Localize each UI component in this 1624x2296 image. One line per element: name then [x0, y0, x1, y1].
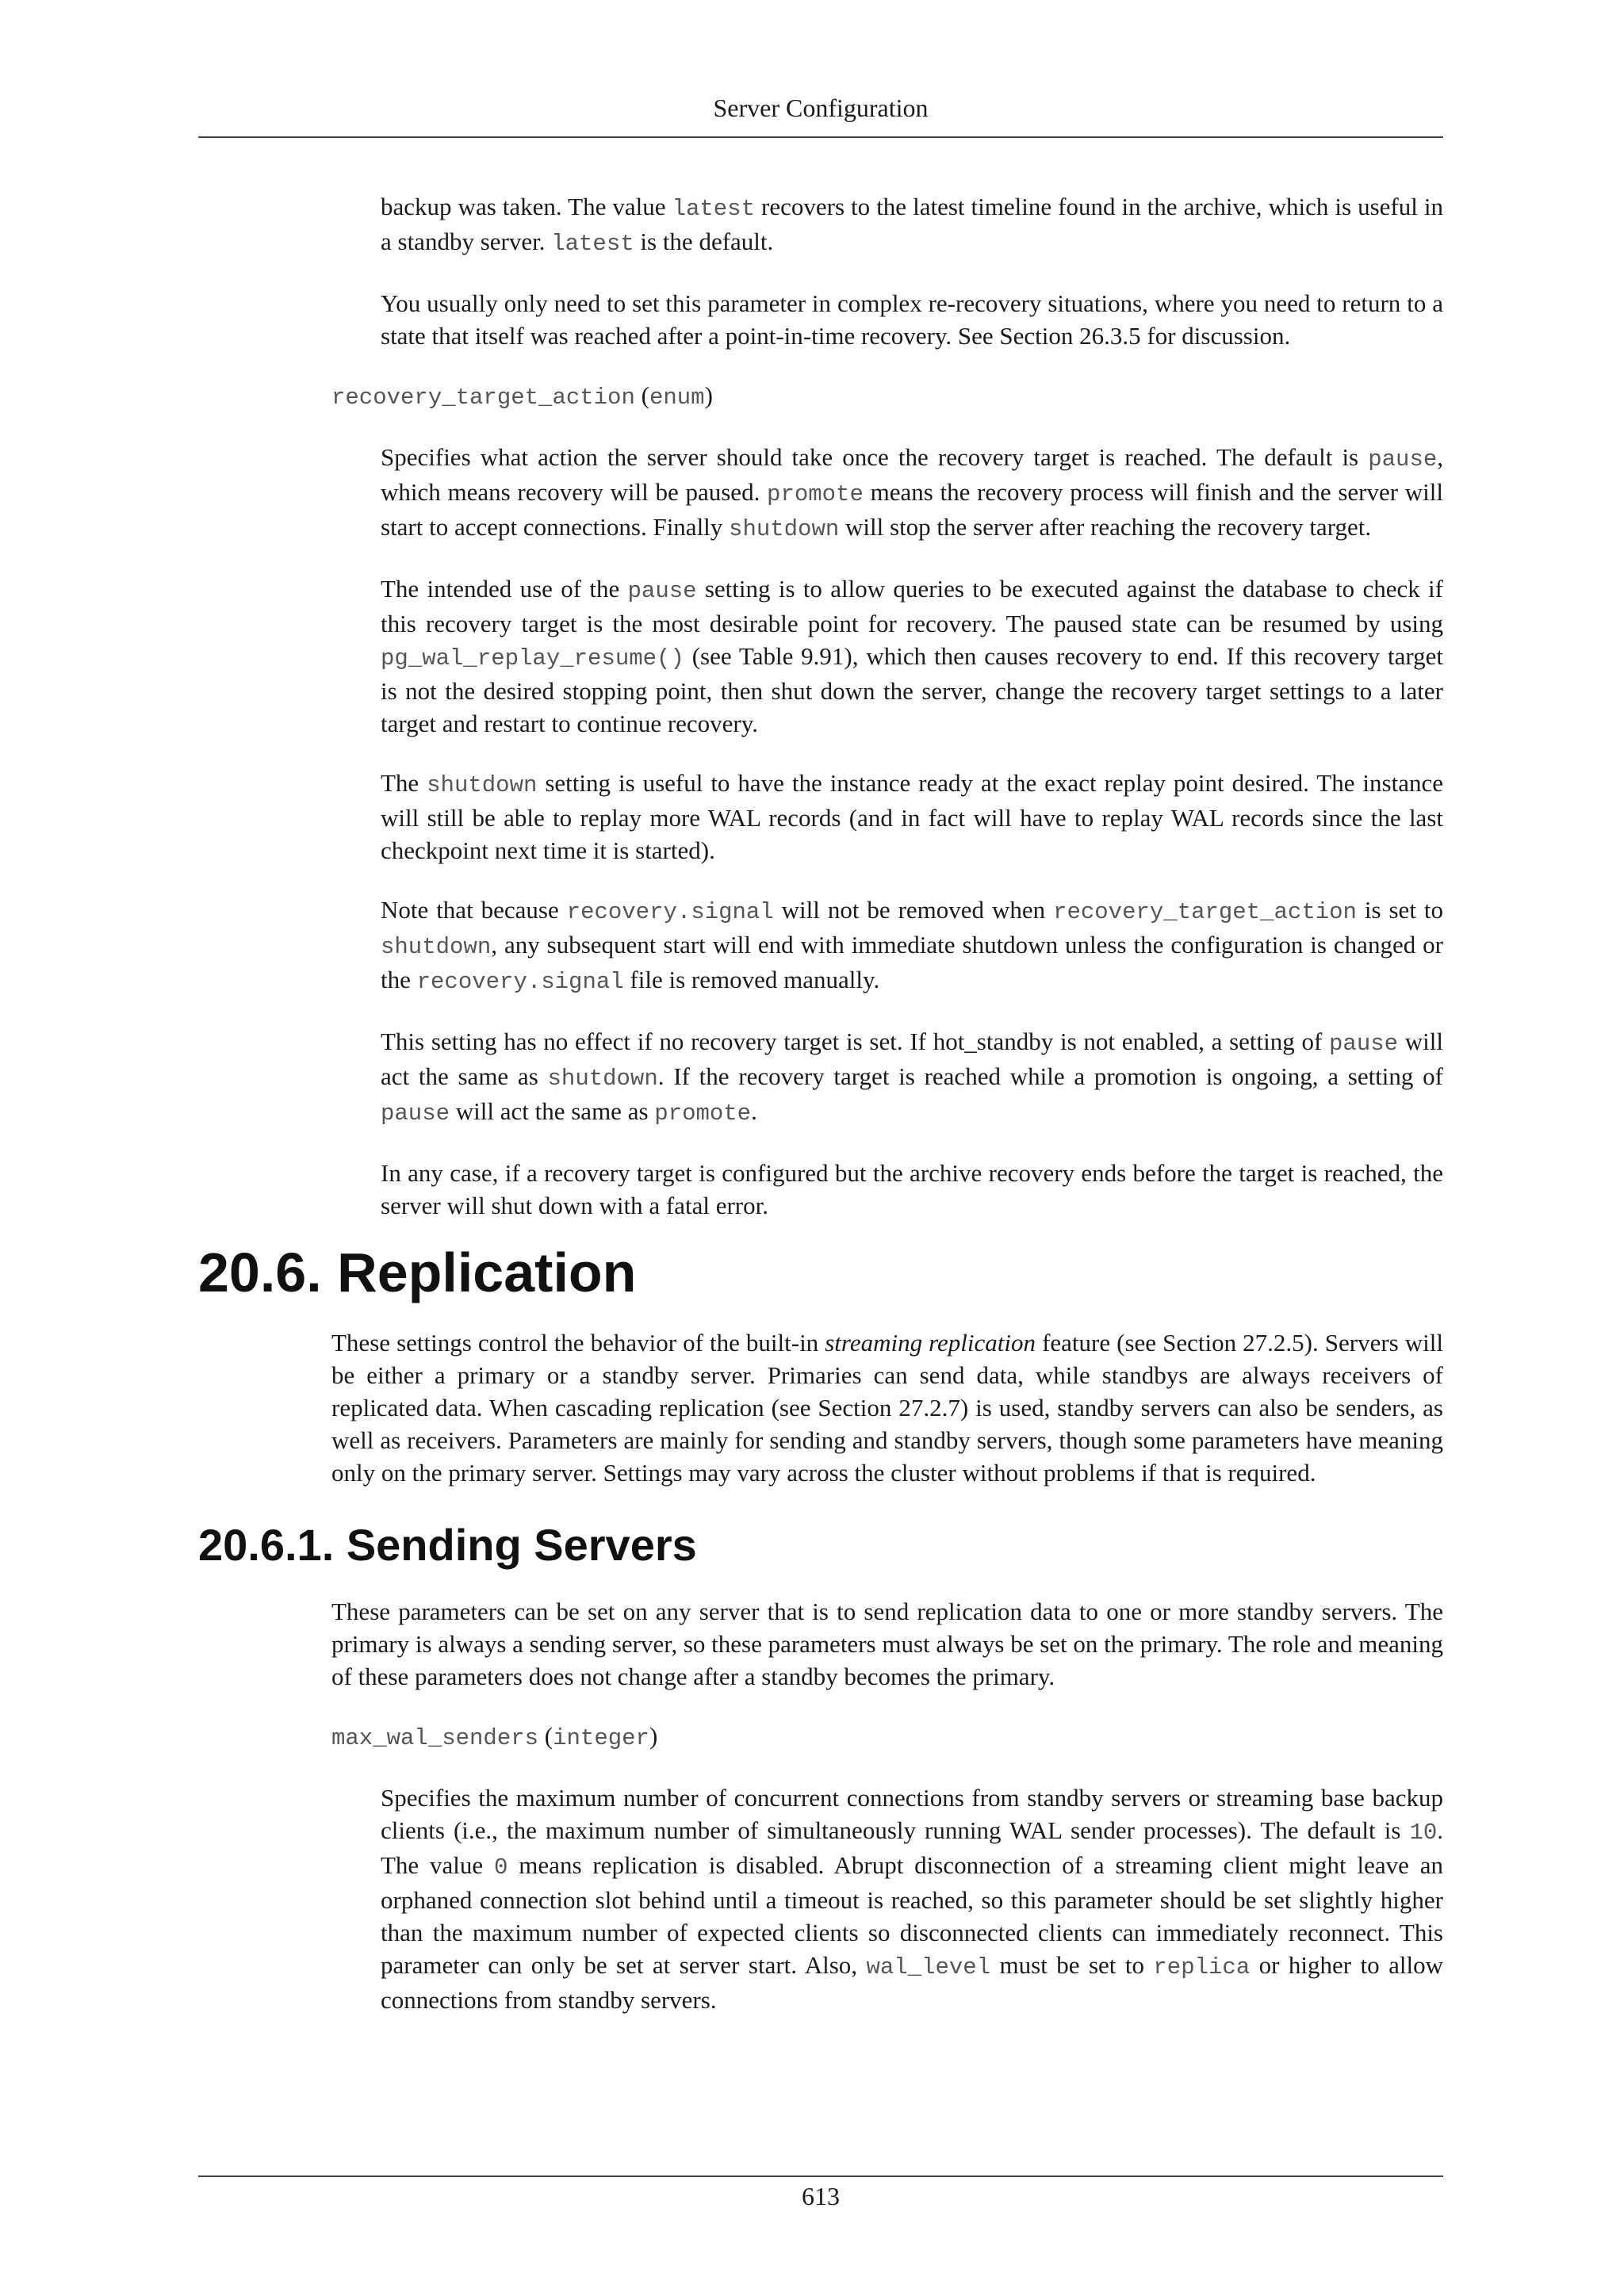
footer-rule — [198, 2175, 1443, 2177]
text: , any subsequent start will end with immediate shutdown unless the configuration is changed or the — [381, 931, 1443, 993]
paragraph-no-effect — [381, 1025, 1443, 1130]
code-recovery-signal: recovery.signal — [566, 899, 774, 925]
text: will act the same as — [381, 1027, 1443, 1090]
paragraph-timeline-default — [381, 190, 1443, 260]
paragraph-shutdown-setting — [381, 767, 1443, 867]
term-type: integer — [553, 1725, 649, 1751]
code-shutdown: shutdown — [427, 772, 538, 798]
text: means the recovery process will finish and the server will start to accept connections. Finally — [381, 478, 1443, 541]
text: The — [381, 769, 427, 797]
text: is the default. — [634, 228, 774, 255]
text: Specifies the maximum number of concurrent connections from standby servers or streaming base backup clients (i.e., the maximum number of simultaneously running WAL sender processes). The default is — [381, 1784, 1443, 1844]
code-latest: latest — [672, 196, 755, 222]
text: . — [751, 1097, 757, 1125]
code-pause: pause — [1368, 446, 1438, 473]
code-pause: pause — [1329, 1031, 1399, 1057]
header-rule — [198, 136, 1443, 138]
paragraph-sending-intro: These parameters can be set on any server that is to send replication data to one or more standby servers. The primary is always a sending server, so these parameters must always be set on the primary. The role and meaning of these parameters does not change after a standby becomes the primary. — [331, 1598, 1443, 1690]
text: Specifies what action the server should take once the recovery target is reached. The default is — [381, 443, 1369, 471]
text: , which means recovery will be paused. — [381, 443, 1443, 506]
paragraph-max-wal-senders — [381, 1781, 1443, 2016]
code-10: 10 — [1409, 1820, 1438, 1846]
text: . The value — [381, 1816, 1443, 1879]
paragraph-rerecovery: You usually only need to set this parameter in complex re-recovery situations, where you need to return to a state that itself was reached after a point-in-time recovery. See Section 26.3.5 for discussion. — [381, 289, 1443, 350]
text: will not be removed when — [773, 896, 1054, 924]
paragraph-fatal-error: In any case, if a recovery target is configured but the archive recovery ends before the target is reached, the server will shut down with a fatal error. — [381, 1159, 1443, 1219]
text: The intended use of the — [381, 575, 628, 603]
code-shutdown: shutdown — [547, 1066, 658, 1092]
code-wal-level: wal_level — [866, 1954, 991, 1980]
text: Note that because — [381, 896, 567, 924]
text: must be set to — [990, 1951, 1154, 1979]
section-heading-replication: 20.6. Replication — [198, 1242, 637, 1303]
text: (see Table 9.91), which then causes recovery to end. If this recovery target is not the desired stopping point, then shut down the server, change the recovery target settings to a later target and restart to continue recovery. — [381, 642, 1443, 737]
text: recovers to the latest timeline found in the archive, which is useful in a standby server. — [381, 193, 1443, 255]
term-name: recovery_target_action — [331, 385, 635, 411]
text: setting is useful to have the instance ready at the exact replay point desired. The instance will still be able to replay more WAL records (and in fact will have to replay WAL records since the last checkpoint next time it is started). — [381, 769, 1443, 864]
text: means replication is disabled. Abrupt disconnection of a streaming client might leave an orphaned connection slot behind until a timeout is reached, so this parameter should be set slightly higher than the maximum number of expected clients so disconnected clients can immediately reconnect. This parameter can only be set at server start. Also, — [381, 1851, 1444, 1979]
text: setting is to allow queries to be executed against the database to check if this recovery target is the most desirable point for recovery. The paused state can be resumed by using — [381, 575, 1443, 637]
paragraph-pause-use — [381, 572, 1443, 740]
code-pg-wal-replay-resume: pg_wal_replay_resume() — [381, 645, 684, 672]
code-pause: pause — [627, 578, 697, 604]
running-header: Server Configuration — [713, 94, 929, 122]
text: This setting has no effect if no recovery target is set. If hot_standby is not enabled, a setting of — [381, 1027, 1330, 1055]
text: will act the same as — [450, 1097, 655, 1125]
code-promote: promote — [767, 481, 864, 507]
code-shutdown: shutdown — [729, 516, 840, 542]
paren: ) — [649, 1722, 658, 1750]
paren: ( — [538, 1722, 553, 1750]
text: will stop the server after reaching the recovery target. — [839, 513, 1372, 541]
text: feature (see Section 27.2.5). Servers will be either a primary or a standby server. Primaries can send data, while standbys are always receivers of replicated data. When cascading replication (see Section 27.2.7) is used, standby servers can also be senders, as well as receivers. Parameters are mainly for sending and standby servers, though some parameters have meaning only on the primary server. Settings may vary across the cluster without problems if that is required. — [331, 1329, 1443, 1487]
page-content — [198, 190, 1443, 2016]
code-recovery-signal: recovery.signal — [416, 969, 624, 995]
term-type: enum — [649, 385, 705, 411]
code-replica: replica — [1153, 1954, 1251, 1980]
paragraph-recovery-signal — [381, 894, 1443, 998]
paren: ( — [634, 381, 649, 409]
code-pause: pause — [381, 1100, 450, 1127]
emphasis-streaming-replication: streaming replication — [825, 1329, 1036, 1357]
code-0: 0 — [494, 1854, 508, 1881]
paragraph-action-default — [381, 441, 1443, 545]
code-recovery-target-action: recovery_target_action — [1053, 899, 1357, 925]
text: backup was taken. The value — [381, 193, 672, 220]
text: These settings control the behavior of the built-in — [331, 1329, 825, 1357]
text: . If the recovery target is reached while a promotion is ongoing, a setting of — [657, 1062, 1443, 1090]
text: is set to — [1356, 896, 1443, 924]
section-heading-sending-servers: 20.6.1. Sending Servers — [198, 1520, 697, 1570]
term-recovery-target-action — [331, 379, 1443, 414]
term-max-wal-senders — [331, 1720, 1443, 1755]
code-shutdown: shutdown — [381, 934, 492, 960]
code-promote: promote — [654, 1100, 752, 1127]
code-latest: latest — [551, 231, 634, 257]
text: or higher to allow connections from standby servers. — [381, 1951, 1443, 2014]
page-number: 613 — [802, 2182, 840, 2210]
paren: ) — [704, 381, 713, 409]
term-name: max_wal_senders — [331, 1725, 539, 1751]
paragraph-replication-intro — [331, 1326, 1443, 1489]
text: file is removed manually. — [623, 966, 880, 993]
